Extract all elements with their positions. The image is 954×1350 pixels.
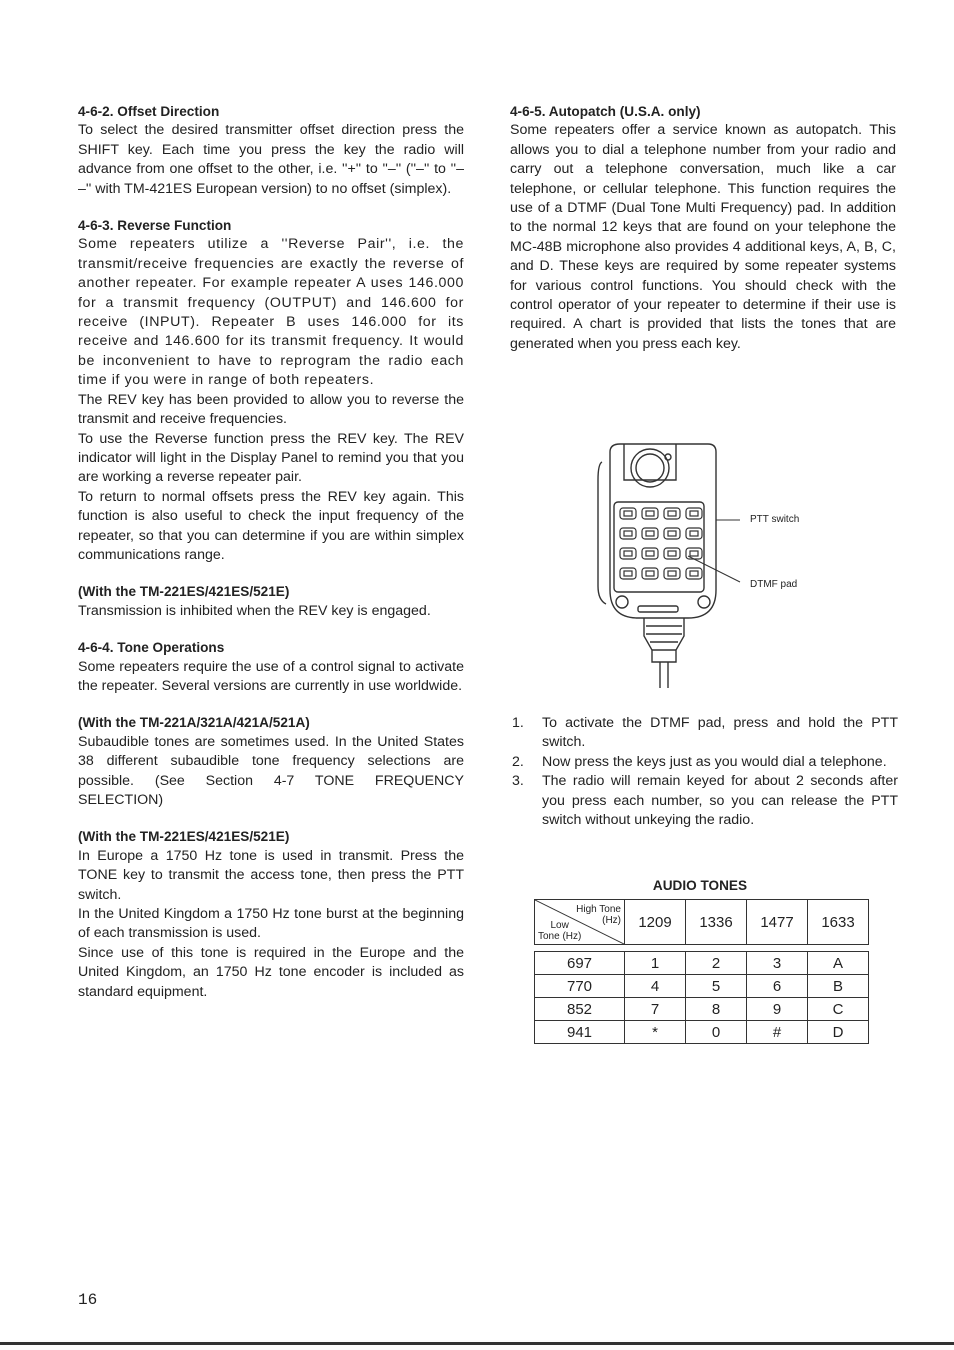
right-column	[510, 102, 896, 371]
key-cell: 9	[747, 998, 808, 1021]
step-text: To activate the DTMF pad, press and hold the PTT switch.	[542, 715, 898, 751]
keypad-key-face	[646, 551, 654, 556]
corner-header	[535, 900, 625, 945]
keypad-key	[642, 528, 658, 539]
keypad-key-face	[668, 551, 676, 556]
dtmf-steps-list	[512, 714, 898, 830]
low-tone-cell: 852	[535, 998, 625, 1021]
keypad-key	[620, 568, 636, 579]
paragraph: Transmission is inhibited when the REV key is engaged.	[78, 602, 431, 619]
table-row	[535, 1021, 869, 1044]
gap-cell	[535, 945, 625, 952]
step-number: 1.	[512, 715, 524, 731]
keypad-key	[664, 508, 680, 519]
key-cell: C	[808, 998, 869, 1021]
keypad-key-face	[624, 511, 632, 516]
high-tone-header: 1336	[686, 900, 747, 945]
section-subaudible-tones	[78, 713, 464, 810]
microphone-drawing	[590, 440, 830, 690]
key-cell: 8	[686, 998, 747, 1021]
low-tone-text: Low	[550, 920, 569, 931]
low-tone-unit: Tone (Hz)	[538, 931, 582, 942]
keypad-key	[620, 548, 636, 559]
keypad-key	[642, 508, 658, 519]
gap-cell	[625, 945, 686, 952]
paragraph: Some repeaters offer a service known as autopatch. This allows you to dial a telephone number from your radio and carry out a telephone conversation, much like a car telephone, or cellular telephone. This function requires the use of a DTMF (Dual Tone Multi Frequency) pad. In addition to the normal 12 keys that are found on your telephone the MC-48B microphone also provides 4 additional keys, A, B, C, and D. These keys are required by some repeater systems for various control functions. You should check with the control operator of your repeater to determine if their use is required. A chart is provided that lists the tones that are generated when you press each key.	[510, 122, 896, 352]
section-rev-es-note	[78, 582, 464, 621]
keypad-key-face	[646, 511, 654, 516]
high-tone-header: 1477	[747, 900, 808, 945]
key-cell: D	[808, 1021, 869, 1044]
low-tone-label	[538, 920, 581, 942]
keypad-key	[664, 528, 680, 539]
keypad-key	[686, 508, 702, 519]
keypad-key-face	[690, 531, 698, 536]
bottom-edge-line	[0, 1342, 954, 1345]
key-cell: #	[747, 1021, 808, 1044]
heading-autopatch: 4-6-5. Autopatch (U.S.A. only)	[510, 104, 701, 119]
microphone-illustration	[590, 440, 830, 690]
audio-tones-table	[534, 899, 869, 1044]
paragraph: In Europe a 1750 Hz tone is used in transmit. Press the TONE key to transmit the access tone, then press the PTT switch.	[78, 847, 464, 903]
step-item	[512, 714, 898, 753]
keypad-key-face	[668, 531, 676, 536]
table-row	[535, 952, 869, 975]
key-cell: *	[625, 1021, 686, 1044]
paragraph: Some repeaters utilize a ''Reverse Pair'', i.e. the transmit/receive frequencies are exactly the reverse of another repeater. For example repeater A uses 146.000 for a transmit frequency (OUTPUT) and 146.600 for receive (INPUT). Repeater B uses 146.000 for its receive and 146.600 for its transmit frequency. It would be inconvenient to have to reprogram the radio each time if you were in range of both repeaters.	[78, 236, 464, 389]
key-cell: 0	[686, 1021, 747, 1044]
paragraph: The REV key has been provided to allow you to reverse the transmit and receive frequencies.	[78, 391, 464, 428]
audio-tones-title: AUDIO TONES	[652, 878, 748, 893]
keypad-key	[686, 528, 702, 539]
keypad-key-face	[690, 511, 698, 516]
step-item	[512, 772, 898, 830]
low-tone-cell: 697	[535, 952, 625, 975]
heading-model-note: (With the TM-221A/321A/421A/521A)	[78, 715, 310, 731]
keypad-key-face	[690, 571, 698, 576]
low-tone-cell: 770	[535, 975, 625, 998]
keypad-key	[620, 508, 636, 519]
high-tone-label	[576, 904, 621, 926]
keypad-key-face	[646, 531, 654, 536]
key-cell: 6	[747, 975, 808, 998]
paragraph: To select the desired transmitter offset direction press the SHIFT key. Each time you press the key the radio will advance from one offset to the other, i.e. ''+'' to ''–'' (''–'' to ''– –'' with TM-421ES European version) to no offset (simplex).	[78, 122, 464, 197]
high-tone-header: 1209	[625, 900, 686, 945]
keypad-key	[664, 568, 680, 579]
left-column	[78, 102, 464, 1019]
key-cell: 1	[625, 952, 686, 975]
step-text: The radio will remain keyed for about 2 seconds after you press each number, so you can release the PTT switch without unkeying the radio.	[542, 773, 898, 829]
key-cell: A	[808, 952, 869, 975]
section-reverse-function	[78, 216, 464, 565]
gap-cell	[686, 945, 747, 952]
gap-cell	[747, 945, 808, 952]
step-number: 2.	[512, 753, 524, 770]
low-tone-cell: 941	[535, 1021, 625, 1044]
keypad-key	[620, 528, 636, 539]
paragraph: Since use of this tone is required in the Europe and the United Kingdom, an 1750 Hz tone encoder is included as standard equipment.	[78, 944, 464, 1000]
keypad-key-face	[668, 571, 676, 576]
keypad-key-face	[624, 571, 632, 576]
table-header-row	[535, 900, 869, 945]
table-row	[535, 998, 869, 1021]
gap-cell	[808, 945, 869, 952]
high-tone-header: 1633	[808, 900, 869, 945]
paragraph: In the United Kingdom a 1750 Hz tone burst at the beginning of each transmission is used.	[78, 906, 464, 942]
keypad-key	[686, 548, 702, 559]
section-tone-operations	[78, 638, 464, 696]
dtmf-pad-label: DTMF pad	[750, 579, 798, 590]
keypad-key	[642, 568, 658, 579]
key-cell: 7	[625, 998, 686, 1021]
section-offset-direction	[78, 102, 464, 199]
keypad-key	[642, 548, 658, 559]
paragraph: To return to normal offsets press the REV key again. This function is also useful to check the input frequency of the repeater, so that you can determine if you are within simplex communications range.	[78, 488, 464, 563]
step-text: Now press the keys just as you would dial a telephone.	[542, 753, 887, 770]
key-cell: B	[808, 975, 869, 998]
heading-model-note: (With the TM-221ES/421ES/521E)	[78, 584, 290, 600]
paragraph: To use the Reverse function press the REV key. The REV indicator will light in the Display Panel to remind you that you are working a reverse repeater pair.	[78, 430, 464, 486]
keypad-key-face	[646, 571, 654, 576]
high-tone-unit: (Hz)	[602, 915, 621, 926]
key-cell: 5	[686, 975, 747, 998]
paragraph: Subaudible tones are sometimes used. In the United States 38 different subaudible tone frequency selections are possible. (See Section 4-7 TONE FREQUENCY SELECTION)	[78, 733, 464, 808]
step-item	[512, 753, 898, 772]
keypad-key	[664, 548, 680, 559]
section-autopatch	[510, 102, 896, 354]
key-cell: 2	[686, 952, 747, 975]
keypad-key-face	[690, 551, 698, 556]
page-number: 16	[78, 1291, 98, 1309]
dtmf-keypad	[620, 508, 702, 579]
table-row	[535, 975, 869, 998]
key-cell: 4	[625, 975, 686, 998]
keypad-key-face	[624, 531, 632, 536]
heading-tone-operations: 4-6-4. Tone Operations	[78, 640, 225, 656]
heading-reverse-function: 4-6-3. Reverse Function	[78, 218, 232, 234]
key-cell: 3	[747, 952, 808, 975]
table-gap-row	[535, 945, 869, 952]
keypad-key	[686, 568, 702, 579]
high-tone-text: High Tone	[576, 904, 621, 915]
paragraph: Some repeaters require the use of a control signal to activate the repeater. Several versions are currently in use worldwide.	[78, 658, 464, 694]
section-1750-tone	[78, 827, 464, 1002]
step-number: 3.	[512, 773, 524, 790]
keypad-key-face	[624, 551, 632, 556]
ptt-switch-label: PTT switch	[750, 514, 800, 525]
heading-model-note: (With the TM-221ES/421ES/521E)	[78, 829, 290, 845]
heading-offset-direction: 4-6-2. Offset Direction	[78, 104, 220, 119]
keypad-key-face	[668, 511, 676, 516]
